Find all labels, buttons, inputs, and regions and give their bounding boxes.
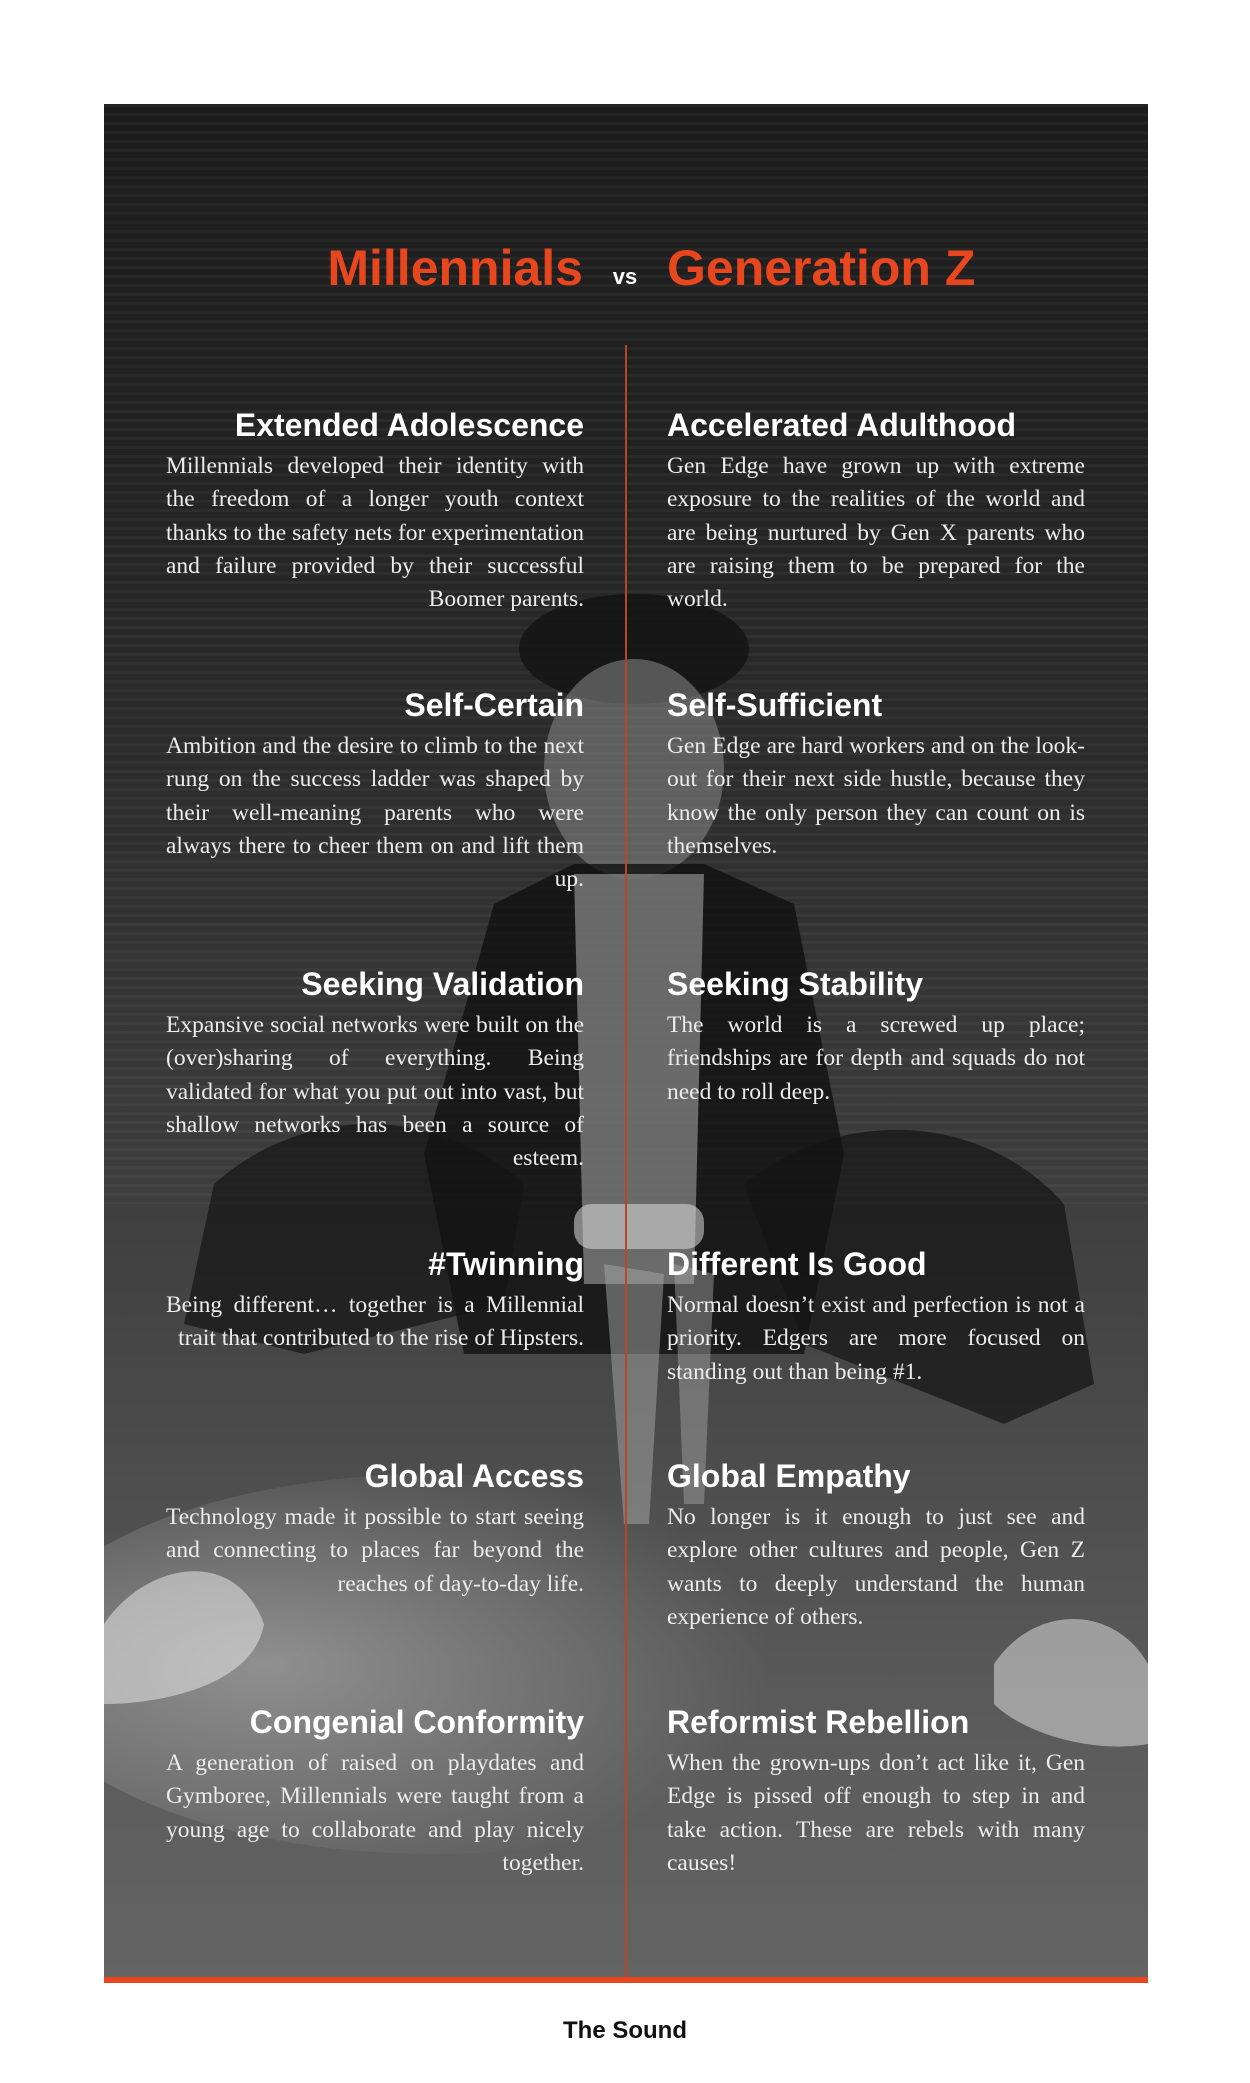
trait-description: Normal doesn’t exist and perfection is not a priority. Edgers are more focused on standing out than being #1. [667,1292,1085,1385]
bottom-accent-rule [104,1977,1148,1983]
trait-description: Being different… together is a Millennial trait that contributed to the rise of Hipsters. [166,1292,584,1352]
genz-trait-self-sufficient [667,686,1085,863]
trait-description: Gen Edge are hard workers and on the look-out for their next side hustle, because they know the only person they can count on is themselves. [667,733,1085,859]
trait-title: Accelerated Adulthood [667,407,1017,443]
center-divider [625,345,627,1977]
genz-trait-seeking-stability [667,965,1085,1109]
trait-description: The world is a screwed up place; friendships are for depth and squads do not need to roll deep. [667,1012,1085,1105]
trait-title: Global Access [364,1458,584,1494]
page-header [0,238,1250,308]
trait-description: A generation of raised on playdates and Gymboree, Millennials were taught from a young age to collaborate and play nicely together. [166,1750,584,1876]
genz-trait-reformist-rebellion [667,1703,1085,1880]
millennial-trait-self-certain [166,686,584,896]
trait-title: Extended Adolescence [234,407,584,443]
trait-description: Ambition and the desire to climb to the next rung on the success ladder was shaped by their well-meaning parents who were always there to cheer them on and lift them up. [166,733,584,893]
millennial-trait-seeking-validation [166,965,584,1175]
trait-description: Gen Edge have grown up with extreme exposure to the realities of the world and are being nurtured by Gen X parents who are raising them to be prepared for the world. [667,453,1085,613]
trait-title: Seeking Validation [301,966,584,1002]
trait-description: Expansive social networks were built on the (over)sharing of everything. Being validated for what you put out into vast, but shallow networks has been a source of esteem. [166,1012,584,1172]
millennial-trait-global-access [166,1457,584,1601]
trait-description: When the grown-ups don’t act like it, Gen Edge is pissed off enough to step in and take action. These are rebels with many causes! [667,1750,1085,1876]
trait-title: Global Empathy [667,1458,911,1494]
genz-trait-different-is-good [667,1245,1085,1389]
trait-title: #Twinning [428,1246,584,1282]
genz-trait-accelerated-adulthood [667,406,1085,616]
millennial-trait-twinning [166,1245,584,1356]
trait-title: Different Is Good [667,1246,927,1282]
trait-title: Self-Sufficient [667,687,883,723]
trait-description: Millennials developed their identity with the freedom of a longer youth context thanks to the safety nets for experimentation and failure provided by their successful Boomer parents. [166,453,584,613]
trait-description: Technology made it possible to start seeing and connecting to places far beyond the reaches of day-to-day life. [166,1504,584,1597]
genz-trait-global-empathy [667,1457,1085,1634]
millennial-trait-congenial-conformity [166,1703,584,1880]
header-genz-title: Generation Z [667,240,976,296]
source-credit: The Sound [563,2017,687,2044]
trait-title: Seeking Stability [667,966,924,1002]
millennial-trait-extended-adolescence [166,406,584,616]
trait-title: Reformist Rebellion [667,1704,970,1740]
header-millennials-title: Millennials [327,240,583,296]
trait-description: No longer is it enough to just see and explore other cultures and people, Gen Z wants to deeply understand the human experience of others. [667,1504,1085,1630]
trait-title: Congenial Conformity [249,1704,584,1740]
header-vs-label: vs [612,264,638,289]
trait-title: Self-Certain [404,687,584,723]
